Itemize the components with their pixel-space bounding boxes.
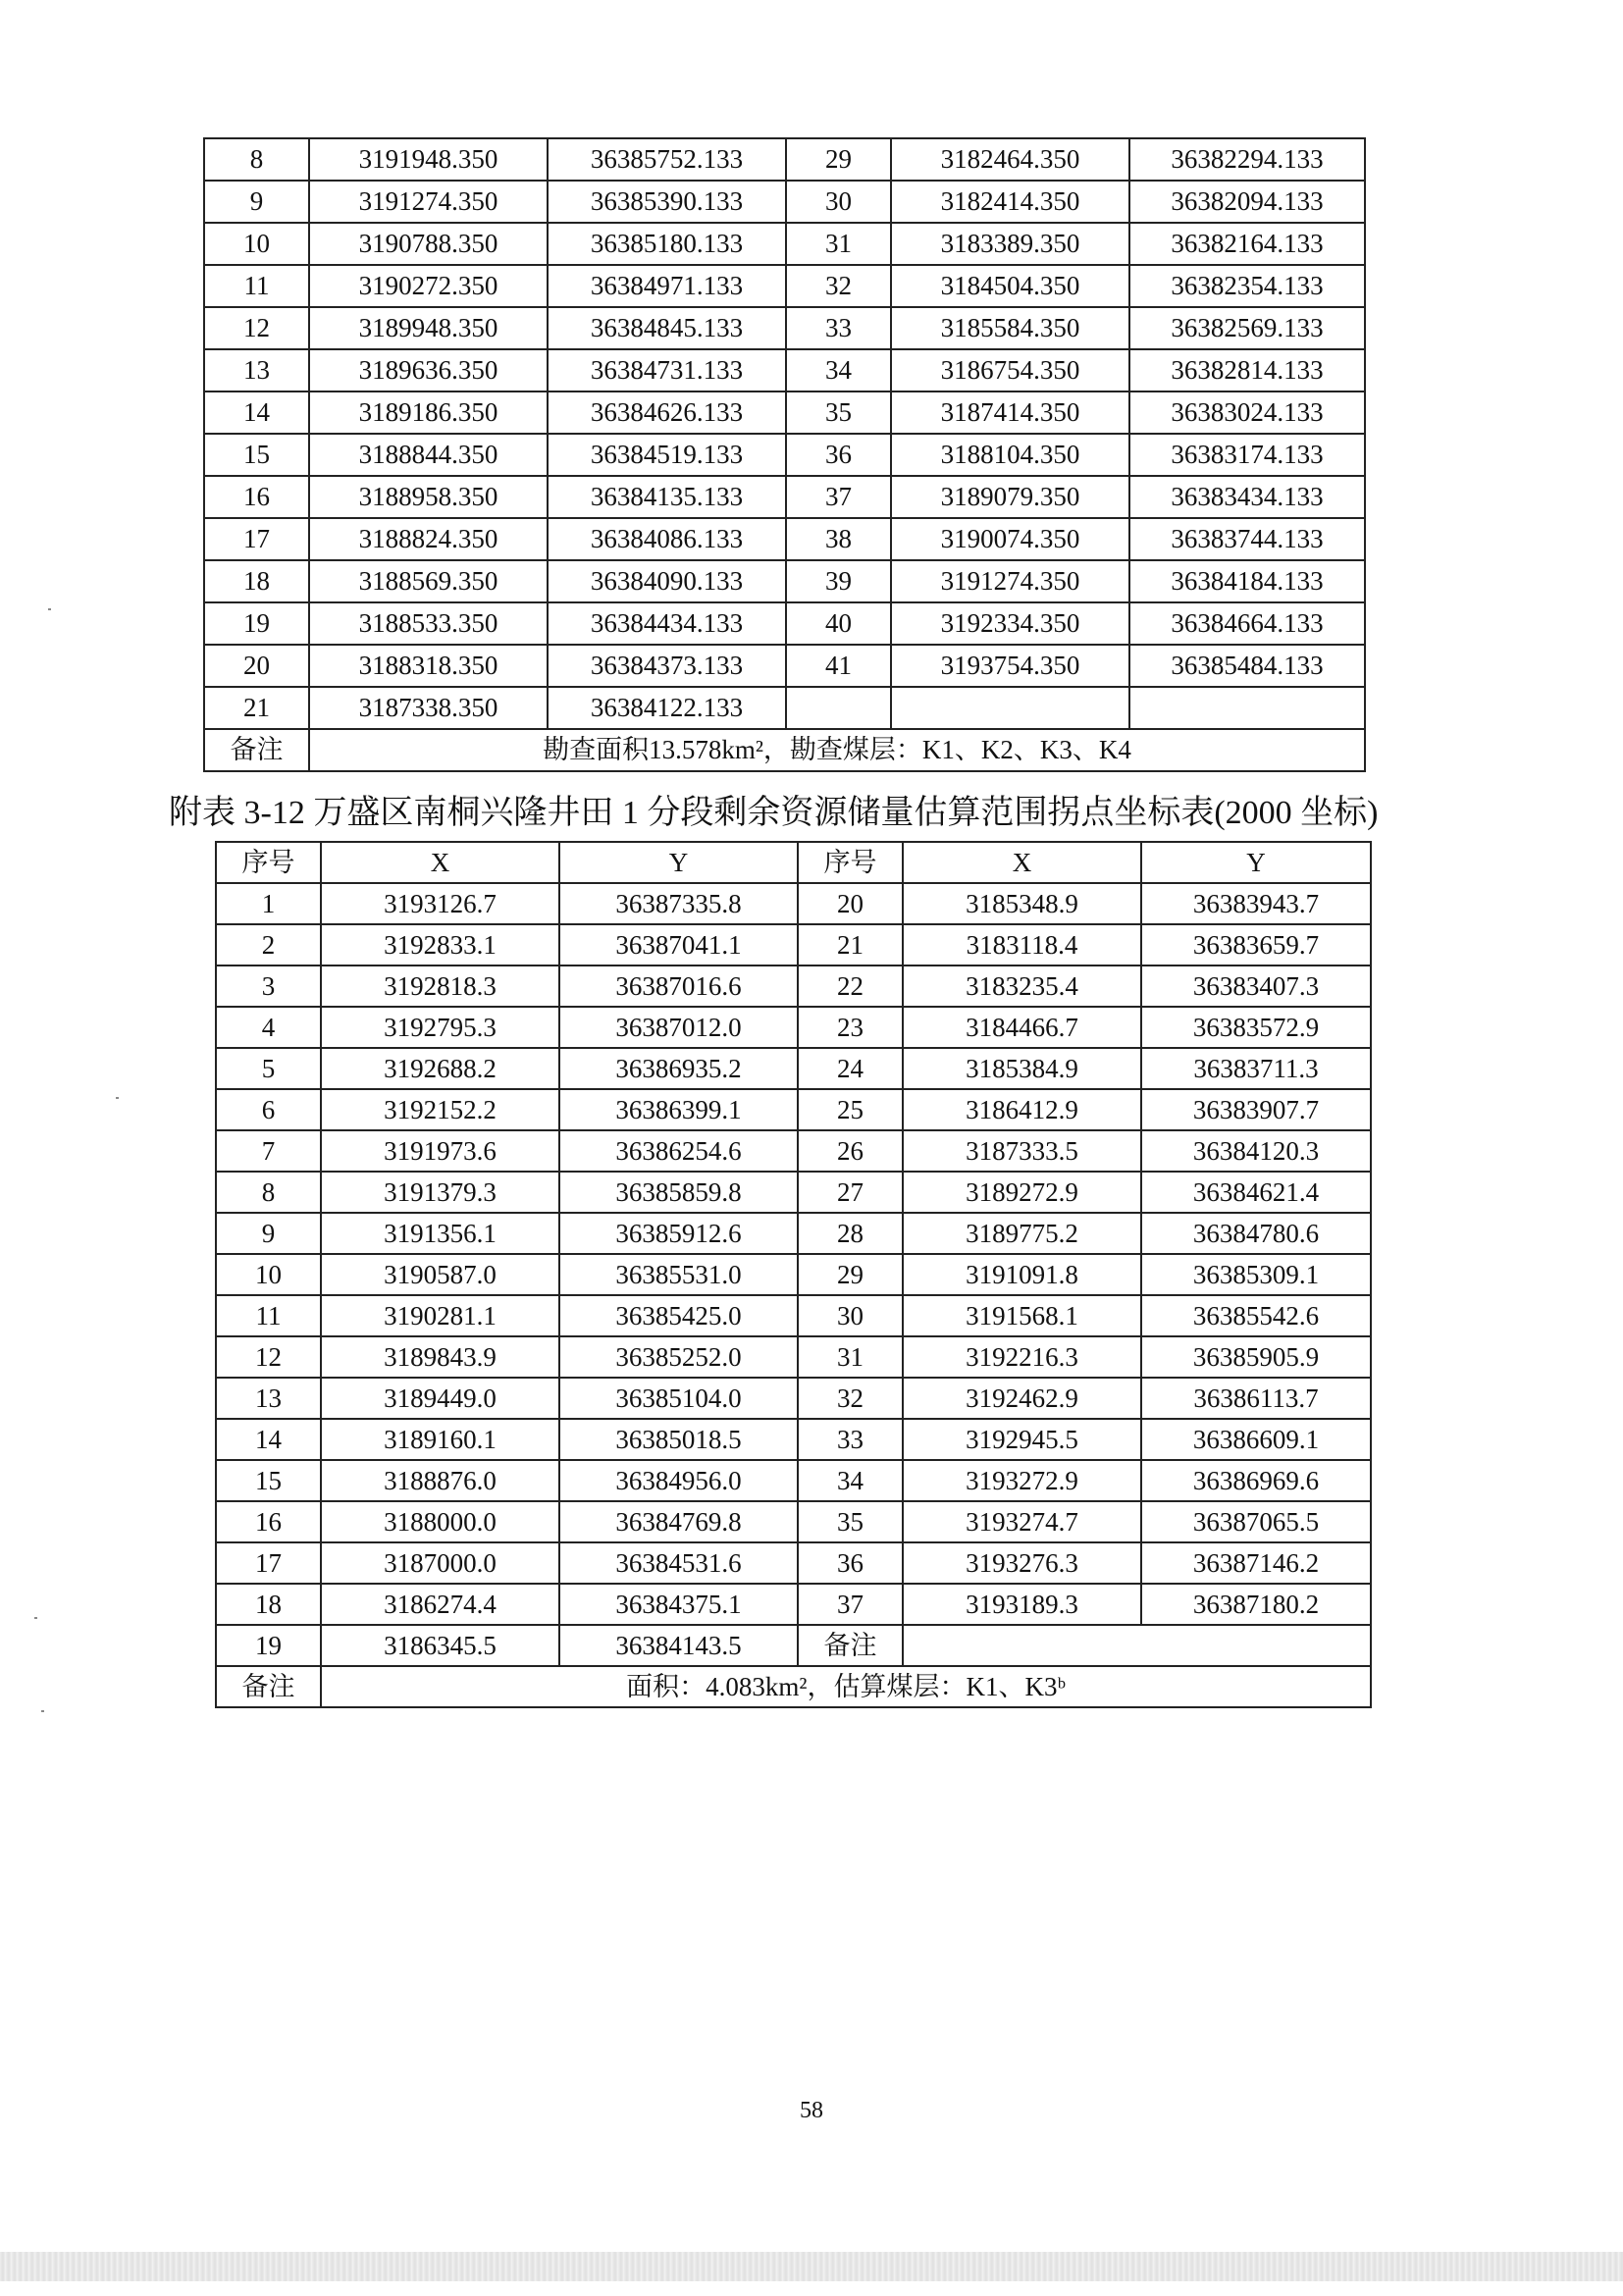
table-cell: 36382814.133 xyxy=(1129,349,1365,391)
header-row xyxy=(216,842,1371,883)
table-cell: 3189449.0 xyxy=(321,1378,559,1419)
table-row xyxy=(204,307,1365,349)
page-number: 58 xyxy=(800,2098,823,2123)
table-row xyxy=(216,924,1371,965)
table-cell: 3193276.3 xyxy=(903,1542,1141,1584)
table-cell: 3192833.1 xyxy=(321,924,559,965)
table-cell: 36383744.133 xyxy=(1129,518,1365,560)
table-cell: 36382164.133 xyxy=(1129,223,1365,265)
table-cell: 36384120.3 xyxy=(1141,1130,1371,1172)
table-cell: 15 xyxy=(216,1460,321,1501)
table-cell: 3186345.5 xyxy=(321,1625,559,1666)
table-cell: 36384086.133 xyxy=(548,518,786,560)
table-row xyxy=(204,391,1365,434)
table-cell: 36383572.9 xyxy=(1141,1007,1371,1048)
table-cell: 3192216.3 xyxy=(903,1336,1141,1378)
table-cell: 36384621.4 xyxy=(1141,1172,1371,1213)
table-cell: 4 xyxy=(216,1007,321,1048)
coordinates-table-1 xyxy=(203,137,1366,772)
table-cell: 3192818.3 xyxy=(321,965,559,1007)
table-cell xyxy=(786,687,891,729)
table-row xyxy=(204,602,1365,645)
table-cell: 20 xyxy=(204,645,309,687)
table-cell: 5 xyxy=(216,1048,321,1089)
table-row xyxy=(204,476,1365,518)
table-cell: 36385018.5 xyxy=(559,1419,798,1460)
table-cell: 3183235.4 xyxy=(903,965,1141,1007)
table-cell: 36386969.6 xyxy=(1141,1460,1371,1501)
table-cell: 3192945.5 xyxy=(903,1419,1141,1460)
table-cell: 36385180.133 xyxy=(548,223,786,265)
table-cell: 3189948.350 xyxy=(309,307,548,349)
table-cell: 36383407.3 xyxy=(1141,965,1371,1007)
table-row xyxy=(216,965,1371,1007)
table-cell: 36384184.133 xyxy=(1129,560,1365,602)
table-row xyxy=(216,1172,1371,1213)
table-cell: 3192688.2 xyxy=(321,1048,559,1089)
table-cell: 36382294.133 xyxy=(1129,138,1365,181)
remark-label: 备注 xyxy=(216,1666,321,1707)
table-row xyxy=(204,265,1365,307)
table-cell: 10 xyxy=(216,1254,321,1295)
table-cell: 3191948.350 xyxy=(309,138,548,181)
table-cell: 3189079.350 xyxy=(891,476,1129,518)
table-cell: 36384375.1 xyxy=(559,1584,798,1625)
table-cell: 36383024.133 xyxy=(1129,391,1365,434)
table-cell: 36382354.133 xyxy=(1129,265,1365,307)
table-cell: 36387065.5 xyxy=(1141,1501,1371,1542)
table-cell: 3187333.5 xyxy=(903,1130,1141,1172)
table-cell: 36 xyxy=(786,434,891,476)
table-cell: 38 xyxy=(786,518,891,560)
table-row xyxy=(216,1007,1371,1048)
table-cell: 2 xyxy=(216,924,321,965)
table-cell: 31 xyxy=(798,1336,903,1378)
table-cell: 28 xyxy=(798,1213,903,1254)
table-cell: 3190587.0 xyxy=(321,1254,559,1295)
table-row xyxy=(204,687,1365,729)
table-cell: 3187414.350 xyxy=(891,391,1129,434)
table-cell: 3188824.350 xyxy=(309,518,548,560)
table-cell: 3185348.9 xyxy=(903,883,1141,924)
table-cell: 36383434.133 xyxy=(1129,476,1365,518)
column-header: 序号 xyxy=(216,842,321,883)
table-cell: 35 xyxy=(798,1501,903,1542)
table-cell: 36382094.133 xyxy=(1129,181,1365,223)
table-cell: 22 xyxy=(798,965,903,1007)
table-cell: 7 xyxy=(216,1130,321,1172)
table-cell: 36384971.133 xyxy=(548,265,786,307)
table-cell: 3183389.350 xyxy=(891,223,1129,265)
table-cell: 3184504.350 xyxy=(891,265,1129,307)
table-cell: 11 xyxy=(204,265,309,307)
table-cell: 3186754.350 xyxy=(891,349,1129,391)
table-cell: 3185584.350 xyxy=(891,307,1129,349)
table-row xyxy=(204,434,1365,476)
table-cell: 3192462.9 xyxy=(903,1378,1141,1419)
table-cell: 21 xyxy=(204,687,309,729)
coordinates-table-2 xyxy=(215,841,1372,1708)
table-cell: 36387335.8 xyxy=(559,883,798,924)
table-cell: 3188844.350 xyxy=(309,434,548,476)
table-cell: 3191274.350 xyxy=(309,181,548,223)
table-cell: 3189272.9 xyxy=(903,1172,1141,1213)
table-row xyxy=(216,1048,1371,1089)
table-row xyxy=(216,1378,1371,1419)
table-cell: 3193274.7 xyxy=(903,1501,1141,1542)
table-cell: 33 xyxy=(786,307,891,349)
table-cell: 36385752.133 xyxy=(548,138,786,181)
table-cell: 18 xyxy=(204,560,309,602)
table-row xyxy=(204,645,1365,687)
scan-speck xyxy=(48,608,51,610)
table-cell: 3182464.350 xyxy=(891,138,1129,181)
table-row xyxy=(216,883,1371,924)
table-cell: 3191379.3 xyxy=(321,1172,559,1213)
table-row xyxy=(216,1584,1371,1625)
table-cell: 13 xyxy=(216,1378,321,1419)
table-cell: 36384373.133 xyxy=(548,645,786,687)
table-cell: 36385425.0 xyxy=(559,1295,798,1336)
table-cell: 29 xyxy=(798,1254,903,1295)
column-header: X xyxy=(903,842,1141,883)
table-cell: 3193754.350 xyxy=(891,645,1129,687)
table-cell: 20 xyxy=(798,883,903,924)
table-cell: 14 xyxy=(216,1419,321,1460)
table-cell: 36383943.7 xyxy=(1141,883,1371,924)
table-cell: 3192152.2 xyxy=(321,1089,559,1130)
table-cell: 25 xyxy=(798,1089,903,1130)
table-cell: 36387180.2 xyxy=(1141,1584,1371,1625)
table-cell: 9 xyxy=(216,1213,321,1254)
table-cell: 36386609.1 xyxy=(1141,1419,1371,1460)
table-cell: 8 xyxy=(204,138,309,181)
table-row xyxy=(204,138,1365,181)
scan-speck xyxy=(34,1617,37,1619)
column-header: Y xyxy=(1141,842,1371,883)
table-row xyxy=(216,1542,1371,1584)
table-cell: 36384845.133 xyxy=(548,307,786,349)
table-cell: 24 xyxy=(798,1048,903,1089)
table-cell: 3191973.6 xyxy=(321,1130,559,1172)
table-cell: 3 xyxy=(216,965,321,1007)
table-cell: 10 xyxy=(204,223,309,265)
table-cell: 30 xyxy=(786,181,891,223)
table-cell: 36385104.0 xyxy=(559,1378,798,1419)
table-row xyxy=(204,560,1365,602)
table-cell: 36384626.133 xyxy=(548,391,786,434)
table-cell: 36384780.6 xyxy=(1141,1213,1371,1254)
table-cell: 8 xyxy=(216,1172,321,1213)
table-cell xyxy=(1129,687,1365,729)
table-cell: 31 xyxy=(786,223,891,265)
remark-row xyxy=(216,1666,1371,1707)
scan-edge xyxy=(0,2252,1623,2281)
table-row xyxy=(216,1295,1371,1336)
table-cell: 3190272.350 xyxy=(309,265,548,307)
column-header: Y xyxy=(559,842,798,883)
table-cell: 3190281.1 xyxy=(321,1295,559,1336)
table-row xyxy=(204,349,1365,391)
table-cell: 27 xyxy=(798,1172,903,1213)
table-cell: 36385859.8 xyxy=(559,1172,798,1213)
table-cell: 备注 xyxy=(798,1625,903,1666)
table-cell: 36384143.5 xyxy=(559,1625,798,1666)
remark-text: 勘查面积13.578km²，勘查煤层：K1、K2、K3、K4 xyxy=(309,729,1365,771)
table-cell: 36383174.133 xyxy=(1129,434,1365,476)
table-cell: 3190788.350 xyxy=(309,223,548,265)
table-cell: 6 xyxy=(216,1089,321,1130)
table-cell: 3188958.350 xyxy=(309,476,548,518)
table-cell: 34 xyxy=(798,1460,903,1501)
table-cell: 12 xyxy=(216,1336,321,1378)
table-cell: 36384731.133 xyxy=(548,349,786,391)
table-cell: 3189186.350 xyxy=(309,391,548,434)
table-cell: 36385484.133 xyxy=(1129,645,1365,687)
table-cell: 35 xyxy=(786,391,891,434)
table-cell: 17 xyxy=(216,1542,321,1584)
table-cell: 36384122.133 xyxy=(548,687,786,729)
table-cell: 36384434.133 xyxy=(548,602,786,645)
table-cell: 36387012.0 xyxy=(559,1007,798,1048)
table-row xyxy=(216,1254,1371,1295)
table-cell: 36384519.133 xyxy=(548,434,786,476)
table-cell: 33 xyxy=(798,1419,903,1460)
table-cell: 19 xyxy=(204,602,309,645)
table-cell: 23 xyxy=(798,1007,903,1048)
table-cell: 36384135.133 xyxy=(548,476,786,518)
table-cell: 3185384.9 xyxy=(903,1048,1141,1089)
scan-speck xyxy=(116,1097,119,1099)
table-cell: 36384090.133 xyxy=(548,560,786,602)
table-cell: 3186274.4 xyxy=(321,1584,559,1625)
table-cell: 36386254.6 xyxy=(559,1130,798,1172)
table-cell xyxy=(903,1625,1371,1666)
table-cell: 3191356.1 xyxy=(321,1213,559,1254)
table-cell: 37 xyxy=(786,476,891,518)
remark-text: 面积：4.083km²，估算煤层：K1、K3ᵇ xyxy=(321,1666,1371,1707)
table-cell: 36387041.1 xyxy=(559,924,798,965)
table-cell: 19 xyxy=(216,1625,321,1666)
table-cell: 36385542.6 xyxy=(1141,1295,1371,1336)
table-cell: 1 xyxy=(216,883,321,924)
scan-speck xyxy=(41,1710,44,1712)
table-cell: 41 xyxy=(786,645,891,687)
table-cell: 36385912.6 xyxy=(559,1213,798,1254)
table-cell: 3188318.350 xyxy=(309,645,548,687)
table-cell: 18 xyxy=(216,1584,321,1625)
table-row xyxy=(216,1336,1371,1378)
table-cell: 3184466.7 xyxy=(903,1007,1141,1048)
table-cell: 11 xyxy=(216,1295,321,1336)
table-cell: 36383711.3 xyxy=(1141,1048,1371,1089)
table-cell: 17 xyxy=(204,518,309,560)
table-row xyxy=(216,1089,1371,1130)
table-cell: 36385905.9 xyxy=(1141,1336,1371,1378)
table-cell: 12 xyxy=(204,307,309,349)
table-cell xyxy=(891,687,1129,729)
table-cell: 3190074.350 xyxy=(891,518,1129,560)
table-cell: 36385309.1 xyxy=(1141,1254,1371,1295)
remark-label: 备注 xyxy=(204,729,309,771)
table-row xyxy=(216,1625,1371,1666)
table-cell: 3189160.1 xyxy=(321,1419,559,1460)
table-cell: 3193272.9 xyxy=(903,1460,1141,1501)
table-cell: 34 xyxy=(786,349,891,391)
table-cell: 3191568.1 xyxy=(903,1295,1141,1336)
table-cell: 37 xyxy=(798,1584,903,1625)
table-cell: 3193189.3 xyxy=(903,1584,1141,1625)
table-cell: 36387016.6 xyxy=(559,965,798,1007)
table-row xyxy=(216,1501,1371,1542)
table-cell: 3192334.350 xyxy=(891,602,1129,645)
table-cell: 3191274.350 xyxy=(891,560,1129,602)
table-cell: 13 xyxy=(204,349,309,391)
table-row xyxy=(204,181,1365,223)
table-cell: 39 xyxy=(786,560,891,602)
table-cell: 36386113.7 xyxy=(1141,1378,1371,1419)
table-cell: 9 xyxy=(204,181,309,223)
table-cell: 3182414.350 xyxy=(891,181,1129,223)
table-cell: 15 xyxy=(204,434,309,476)
table-cell: 3188533.350 xyxy=(309,602,548,645)
table-cell: 36385531.0 xyxy=(559,1254,798,1295)
table-cell: 3192795.3 xyxy=(321,1007,559,1048)
table-cell: 36386399.1 xyxy=(559,1089,798,1130)
table-cell: 36387146.2 xyxy=(1141,1542,1371,1584)
table-cell: 36384769.8 xyxy=(559,1501,798,1542)
table-cell: 40 xyxy=(786,602,891,645)
table-row xyxy=(216,1130,1371,1172)
table-cell: 32 xyxy=(786,265,891,307)
table-row xyxy=(216,1213,1371,1254)
table-cell: 3186412.9 xyxy=(903,1089,1141,1130)
column-header: 序号 xyxy=(798,842,903,883)
table-cell: 3188876.0 xyxy=(321,1460,559,1501)
table-cell: 36384664.133 xyxy=(1129,602,1365,645)
table-cell: 3188569.350 xyxy=(309,560,548,602)
table-cell: 29 xyxy=(786,138,891,181)
table-cell: 36382569.133 xyxy=(1129,307,1365,349)
table-row xyxy=(216,1419,1371,1460)
table-cell: 3187338.350 xyxy=(309,687,548,729)
table-row xyxy=(204,518,1365,560)
table-cell: 21 xyxy=(798,924,903,965)
table-cell: 36385390.133 xyxy=(548,181,786,223)
table-cell: 3183118.4 xyxy=(903,924,1141,965)
table-cell: 36386935.2 xyxy=(559,1048,798,1089)
table-cell: 16 xyxy=(216,1501,321,1542)
table-cell: 3189636.350 xyxy=(309,349,548,391)
table-cell: 3187000.0 xyxy=(321,1542,559,1584)
table-cell: 32 xyxy=(798,1378,903,1419)
table-cell: 3188104.350 xyxy=(891,434,1129,476)
table-caption: 附表 3-12 万盛区南桐兴隆井田 1 分段剩余资源储量估算范围拐点坐标表(2000 坐标) xyxy=(169,795,1379,831)
table-cell: 16 xyxy=(204,476,309,518)
table-cell: 3191091.8 xyxy=(903,1254,1141,1295)
table-cell: 36384956.0 xyxy=(559,1460,798,1501)
table-cell: 36383659.7 xyxy=(1141,924,1371,965)
table-cell: 26 xyxy=(798,1130,903,1172)
table-cell: 36384531.6 xyxy=(559,1542,798,1584)
table-cell: 3193126.7 xyxy=(321,883,559,924)
remark-row xyxy=(204,729,1365,771)
table-cell: 36383907.7 xyxy=(1141,1089,1371,1130)
table-cell: 30 xyxy=(798,1295,903,1336)
column-header: X xyxy=(321,842,559,883)
table-cell: 14 xyxy=(204,391,309,434)
table-cell: 3188000.0 xyxy=(321,1501,559,1542)
table-cell: 36 xyxy=(798,1542,903,1584)
table-cell: 36385252.0 xyxy=(559,1336,798,1378)
table-cell: 3189775.2 xyxy=(903,1213,1141,1254)
table-row xyxy=(216,1460,1371,1501)
table-row xyxy=(204,223,1365,265)
table-cell: 3189843.9 xyxy=(321,1336,559,1378)
